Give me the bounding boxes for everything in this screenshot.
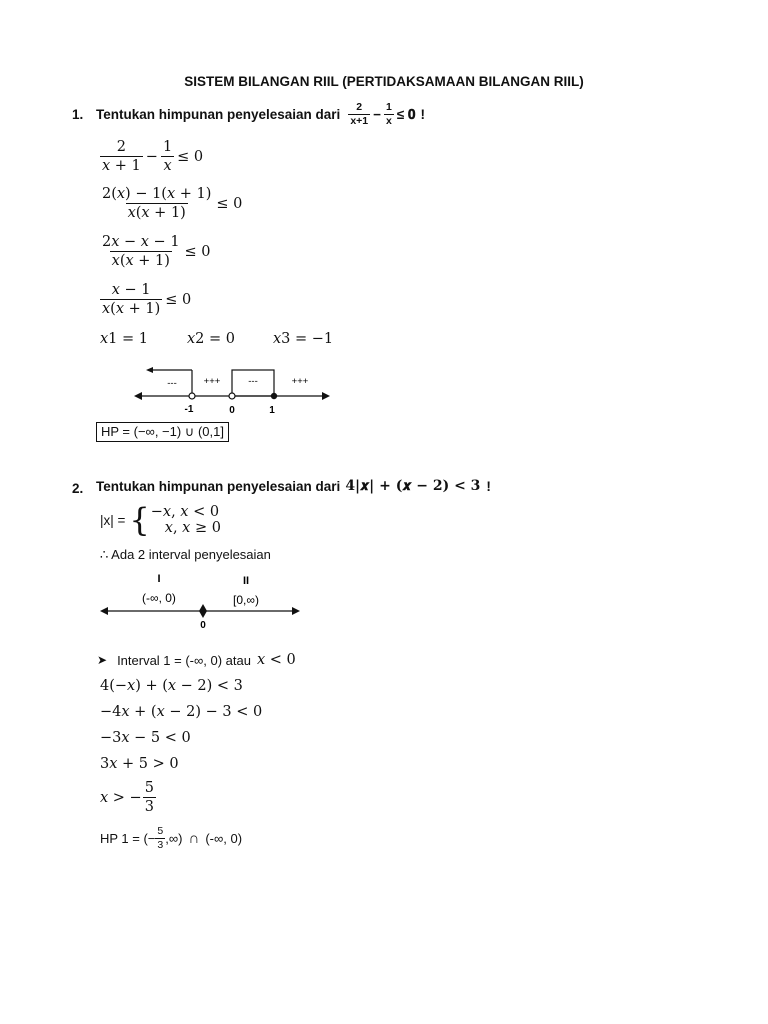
sign-region-1: --- (167, 378, 177, 389)
question-1-fraction-b: $\frac{1}{x}$ (386, 101, 392, 127)
sign-region-2: +++ (203, 376, 221, 387)
tick-label-0: 0 (229, 405, 235, 416)
root-x2: 𝑥2 = 0 (187, 331, 235, 347)
tick-label-minus-1: -1 (184, 404, 194, 415)
q2-step-4: 3𝑥 + 5 > 0 (100, 756, 179, 772)
abs-definition: |x| = { −𝑥, 𝑥 < 0 𝑥, 𝑥 ≥ 0 (100, 501, 221, 539)
intersection-symbol: ∩ (188, 830, 200, 847)
q2-final-inequality: 𝑥 > − $\frac{5}{3}$ (100, 780, 154, 815)
q1-step-1: $\frac{2}{\text{𝑥 + 1}}$ − $\frac{1}{\text{𝑥}}$ ≤ 0 (102, 139, 204, 174)
numberline-left-arrow (134, 392, 142, 400)
q2-step-3: −3𝑥 − 5 < 0 (100, 730, 191, 746)
abs-brace: { (129, 501, 150, 539)
interval-label-1: I (157, 573, 161, 585)
question-1-prompt-text: Tentukan himpunan penyelesaian dari (96, 107, 341, 122)
open-point-minus-1 (189, 393, 195, 399)
page-title: SISTEM BILANGAN RIIL (PERTIDAKSAMAAN BILANGAN RIIL) (184, 74, 584, 89)
question-1-exclaim: ! (420, 107, 426, 122)
question-1-minus: − (373, 107, 382, 122)
root-x1: 𝑥1 = 1 (100, 331, 148, 347)
q1-step-4: $\frac{\text{𝑥 − 1}}{\text{𝑥(𝑥 + 1)}}$ ≤ 0 (102, 282, 192, 317)
q1-step-3: $\frac{\text{2𝑥 − 𝑥 − 1}}{\text{𝑥(𝑥 + 1)}}$ ≤ 0 (102, 234, 211, 269)
arrow-bullet-icon: ➤ (97, 653, 108, 667)
interval-1-text: Interval 1 = (-∞, 0) atau (117, 652, 251, 668)
interval-numberline (96, 568, 306, 634)
tick-label-1: 1 (269, 405, 275, 416)
q2-step-2: −4𝑥 + (𝑥 − 2) − 3 < 0 (100, 704, 263, 720)
question-1-fraction-a: $\frac{2}{x+1}$ (350, 101, 369, 127)
numberline-right-arrow (322, 392, 330, 400)
question-2-prompt-text: Tentukan himpunan penyelesaian dari (96, 478, 341, 494)
interval-1-math: 𝑥 < 0 (256, 652, 296, 668)
root-x3: 𝑥3 = −1 (273, 331, 334, 347)
q1-answer-box: HP = (−∞, −1) ∪ (0,1] (96, 422, 229, 442)
abs-case-2: 𝑥, 𝑥 ≥ 0 (164, 520, 221, 536)
question-1-prompt (96, 102, 425, 127)
interval-right-arrow (292, 607, 300, 615)
question-2-exclaim: ! (486, 478, 491, 494)
interval-tick-0: 0 (200, 620, 206, 631)
interval-range-1: (-∞, 0) (142, 591, 176, 605)
question-2-prompt (96, 478, 491, 494)
closed-point-1 (271, 393, 277, 399)
sign-region-3: --- (248, 376, 258, 387)
question-1-number: 1. (72, 107, 84, 122)
q2-step-1: 4(−𝑥) + (𝑥 − 2) < 3 (100, 678, 243, 694)
left-region-arrow-head (146, 367, 153, 373)
question-2-number: 2. (72, 481, 84, 496)
interval-range-2: [0,∞) (233, 593, 259, 607)
question-2-expression: 𝟒|𝒙| + (𝒙 − 𝟐) < 𝟑 (345, 478, 481, 494)
sign-region-4: +++ (291, 376, 309, 387)
sign-chart-numberline (128, 362, 338, 422)
open-point-0 (229, 393, 235, 399)
interval-1-heading (97, 652, 296, 668)
question-1-relation: ≤ 𝟎 (396, 106, 416, 122)
therefore-text: ∴ Ada 2 interval penyelesaian (100, 547, 271, 562)
interval-split-point (199, 604, 207, 618)
interval-label-2: II (242, 575, 250, 587)
interval-left-arrow (100, 607, 108, 615)
q2-hp1: HP 1 = (− $\frac{5}{3}$ ,∞) ∩ (-∞, 0) (100, 825, 243, 851)
q1-step-2: $\frac{\text{2(𝑥) − 1(𝑥 + 1)}}{\text{𝑥(𝑥 + 1)}}$ ≤ 0 (102, 186, 243, 221)
abs-case-1: −𝑥, 𝑥 < 0 (150, 504, 220, 520)
